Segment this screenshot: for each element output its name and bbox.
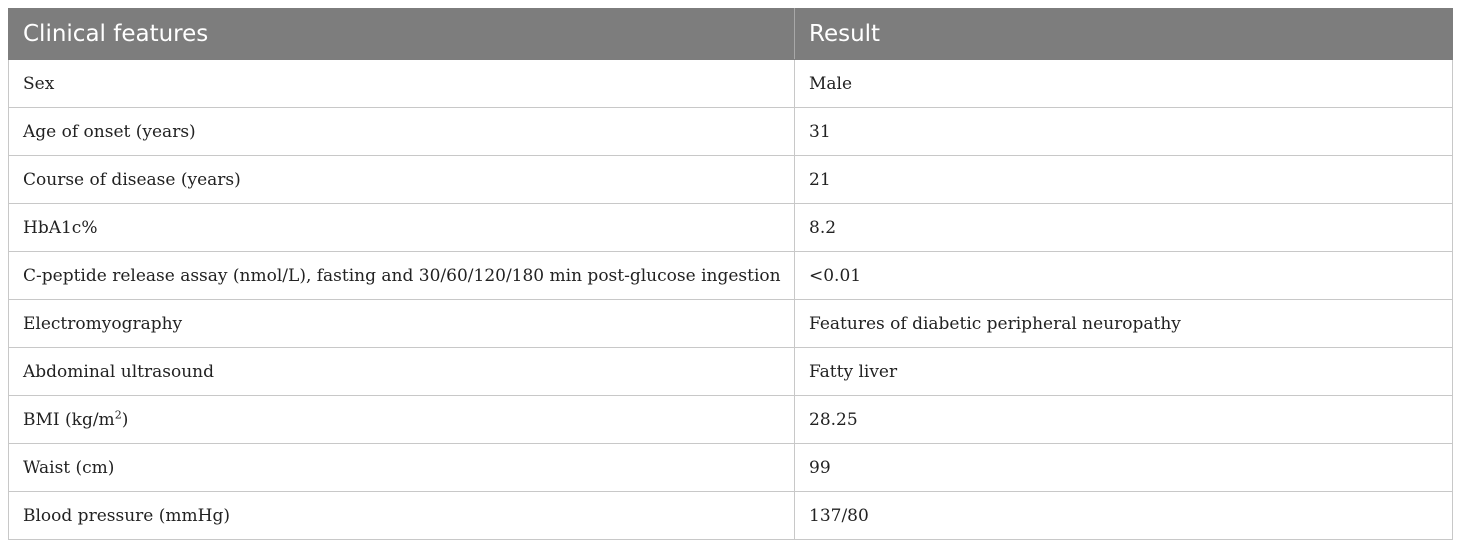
result-cell: <0.01 <box>795 252 1453 300</box>
table-row <box>9 108 1453 156</box>
feature-cell <box>9 396 795 444</box>
table-row <box>9 156 1453 204</box>
feature-cell: Waist (cm) <box>9 444 795 492</box>
result-cell: Features of diabetic peripheral neuropathy <box>795 300 1453 348</box>
table-body <box>9 60 1453 540</box>
feature-cell: Blood pressure (mmHg) <box>9 492 795 540</box>
table-row <box>9 492 1453 540</box>
table-row <box>9 60 1453 108</box>
feature-cell: Abdominal ultrasound <box>9 348 795 396</box>
column-header-clinical-features: Clinical features <box>9 9 795 60</box>
result-cell: 8.2 <box>795 204 1453 252</box>
column-header-result: Result <box>795 9 1453 60</box>
superscript: 2 <box>114 407 122 421</box>
header-row <box>9 9 1453 60</box>
feature-cell: HbA1c% <box>9 204 795 252</box>
result-cell: 31 <box>795 108 1453 156</box>
result-cell: 99 <box>795 444 1453 492</box>
table-row <box>9 204 1453 252</box>
feature-cell: Electromyography <box>9 300 795 348</box>
result-cell: Male <box>795 60 1453 108</box>
result-cell: 137/80 <box>795 492 1453 540</box>
feature-text: BMI (kg/m <box>23 409 115 430</box>
table-row <box>9 300 1453 348</box>
feature-cell: Age of onset (years) <box>9 108 795 156</box>
result-cell: 28.25 <box>795 396 1453 444</box>
table-row <box>9 252 1453 300</box>
feature-cell: C-peptide release assay (nmol/L), fasting and 30/60/120/180 min post-glucose ingestion <box>9 252 795 300</box>
table-row <box>9 396 1453 444</box>
feature-cell: Sex <box>9 60 795 108</box>
table-header <box>9 9 1453 60</box>
table-row <box>9 444 1453 492</box>
result-cell: 21 <box>795 156 1453 204</box>
table-row <box>9 348 1453 396</box>
feature-text-suffix: ) <box>121 409 129 430</box>
clinical-features-table <box>8 8 1453 540</box>
clinical-features-table-container <box>8 8 1452 540</box>
result-cell: Fatty liver <box>795 348 1453 396</box>
feature-cell: Course of disease (years) <box>9 156 795 204</box>
